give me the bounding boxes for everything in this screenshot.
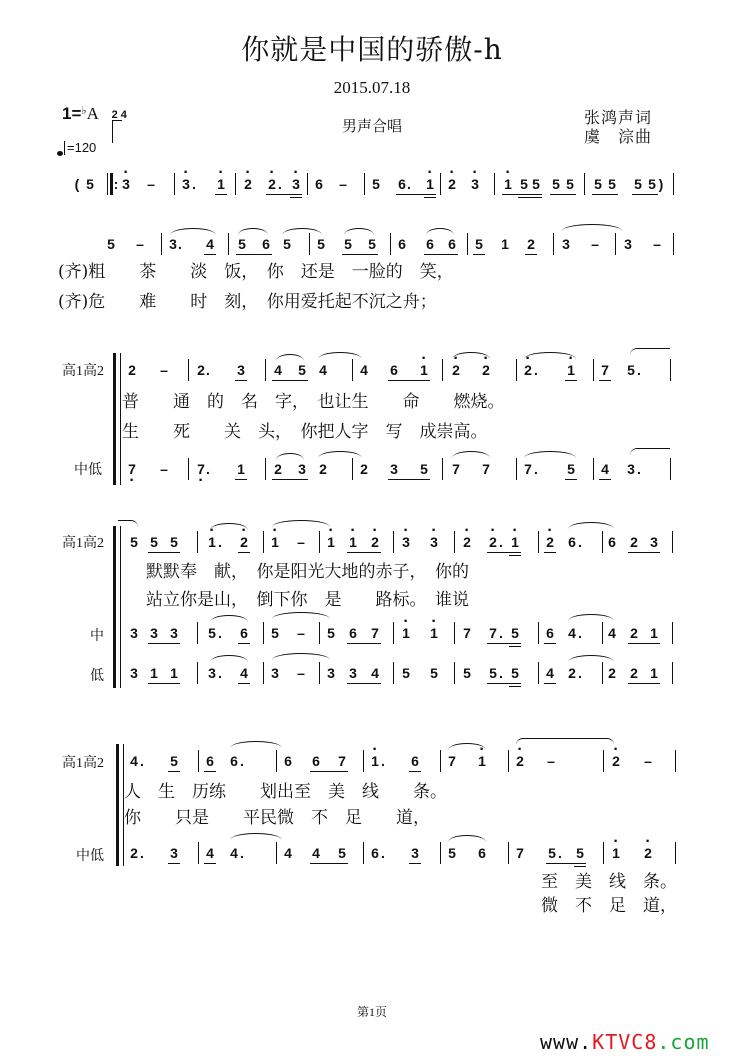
part-label-mid: 中 bbox=[90, 629, 104, 644]
watermark-brand: KTVC8 bbox=[592, 1030, 658, 1054]
date: 2015.07.18 bbox=[333, 78, 411, 97]
composer: 虞 淙曲 bbox=[584, 127, 653, 146]
time-sig-top: 2 bbox=[111, 108, 118, 121]
part-label-low: 中低 bbox=[74, 463, 102, 478]
lyrics-low-verse-1: 至 美 线 条。 bbox=[541, 872, 677, 892]
time-signature bbox=[112, 110, 127, 120]
lyrics-verse-2: 生 死 关 头， 你把人字 写 成崇高。 bbox=[122, 422, 488, 442]
lyrics-verse-1: (齐)粗 茶 淡 饭， 你 还是 一脸的 笑， bbox=[58, 262, 454, 282]
part-label-high: 高1高2 bbox=[62, 536, 104, 551]
tempo-value: =120 bbox=[67, 140, 97, 155]
key-prefix: 1= bbox=[62, 104, 82, 123]
song-title: 你就是中国的骄傲-h bbox=[241, 33, 503, 66]
part-label-high: 高1高2 bbox=[62, 756, 104, 771]
system-brace bbox=[113, 526, 116, 688]
lyricist: 张鸿声词 bbox=[584, 108, 653, 127]
key-signature bbox=[62, 104, 127, 124]
watermark-link[interactable] bbox=[540, 1030, 710, 1054]
part-label-low: 低 bbox=[90, 669, 104, 684]
flat-icon: ♭ bbox=[81, 105, 87, 117]
system-brace bbox=[116, 744, 119, 866]
subtitle: 男声合唱 bbox=[341, 117, 402, 135]
time-sig-bottom: 4 bbox=[120, 108, 127, 121]
part-label-low: 中低 bbox=[76, 849, 104, 864]
part-label-high: 高1高2 bbox=[62, 364, 104, 379]
key-note: A bbox=[86, 104, 99, 123]
lyrics-verse-1: 普 通 的 名 字， 也让生 命 燃烧。 bbox=[122, 392, 505, 412]
lyrics-verse-1: 默默奉 献， 你是阳光大地的赤子， 你的 bbox=[146, 562, 469, 582]
lyrics-verse-2: 站立你是山， 倒下你 是 路标。 谁说 bbox=[146, 590, 469, 610]
page-number: 第1页 bbox=[356, 1005, 387, 1019]
tempo-marking bbox=[60, 140, 96, 155]
lyrics-verse-1: 人 生 历练 划出至 美 线 条。 bbox=[124, 782, 447, 802]
system-brace bbox=[113, 353, 116, 485]
lyrics-verse-2: (齐)危 难 时 刻， 你用爱托起不沉之舟； bbox=[58, 292, 437, 312]
lyrics-low-verse-2: 微 不 足 道， bbox=[541, 896, 677, 916]
watermark-tld: .com bbox=[657, 1030, 710, 1054]
quarter-note-icon bbox=[60, 141, 65, 155]
watermark-www: www. bbox=[540, 1030, 593, 1054]
lyrics-verse-2: 你 只是 平民微 不 足 道， bbox=[124, 808, 430, 828]
